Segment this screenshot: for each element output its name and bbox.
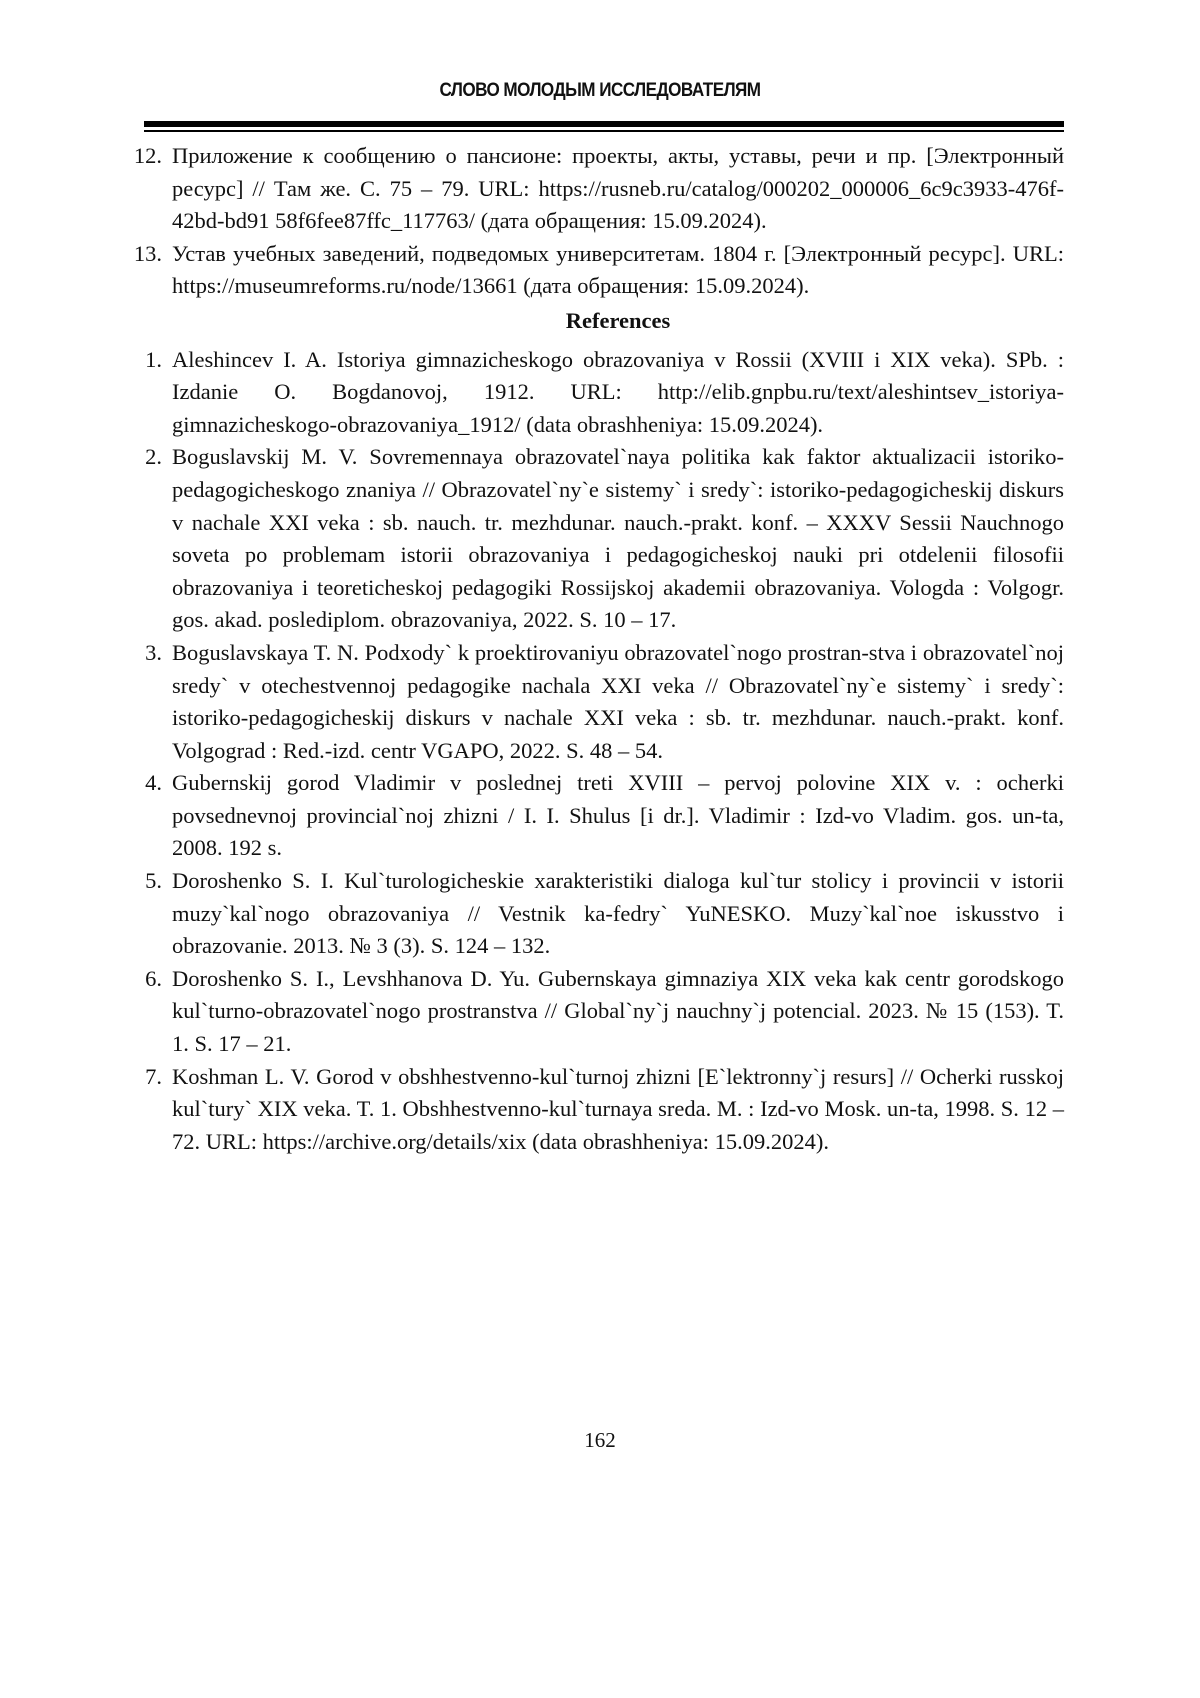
item-number: 12. <box>114 140 172 238</box>
item-text: Koshman L. V. Gorod v obshhestvenno-kul`turnoj zhizni [E`lektronny`j resurs] // Ocherki russkoj kul`tury` XIX veka. T. 1. Obshhestvenno-kul`turnaya sreda. M. : Izd-vo Mosk. un-ta, 1998. S. 12 – 72. URL: https://archive.org/details/xix (data obrashheniya: 15.09.2024). <box>172 1061 1064 1159</box>
reference-item <box>114 344 1064 442</box>
reference-item <box>114 963 1064 1061</box>
item-text: Gubernskij gorod Vladimir v poslednej treti XVIII – pervoj polovine XIX v. : ocherki povsednevnoj provincial`noj zhizni / I. I. Shulus [i dr.]. Vladimir : Izd-vo Vladim. gos. un-ta, 2008. 192 s. <box>172 767 1064 865</box>
item-number: 7. <box>114 1061 172 1159</box>
header-rule-thick <box>144 121 1064 127</box>
item-number: 1. <box>114 344 172 442</box>
reference-item <box>114 865 1064 963</box>
running-header: СЛОВО МОЛОДЫМ ИССЛЕДОВАТЕЛЯМ <box>60 80 1140 102</box>
references-heading: References <box>114 305 1064 338</box>
item-text: Doroshenko S. I., Levshhanova D. Yu. Gubernskaya gimnaziya XIX veka kak centr gorodskogo kul`turno-obrazovatel`nogo prostranstva // Global`ny`j nauchny`j potencial. 2023. № 15 (153). T. 1. S. 17 – 21. <box>172 963 1064 1061</box>
source-item <box>114 140 1064 238</box>
source-item <box>114 238 1064 303</box>
item-number: 5. <box>114 865 172 963</box>
reference-item <box>114 637 1064 767</box>
item-text: Aleshincev I. A. Istoriya gimnazicheskogo obrazovaniya v Rossii (XVIII i XIX veka). SPb. : Izdanie O. Bogdanovoj, 1912. URL: http://elib.gnpbu.ru/text/aleshintsev_istoriya-gimnazicheskogo-obrazovaniya_1912/ (data obrashheniya: 15.09.2024). <box>172 344 1064 442</box>
item-number: 3. <box>114 637 172 767</box>
item-number: 13. <box>114 238 172 303</box>
item-number: 6. <box>114 963 172 1061</box>
reference-item <box>114 441 1064 637</box>
item-number: 4. <box>114 767 172 865</box>
item-text: Устав учебных заведений, подведомых университетам. 1804 г. [Электронный ресурс]. URL: https://museumreforms.ru/node/13661 (дата обращения: 15.09.2024). <box>172 238 1064 303</box>
item-text: Boguslavskaya T. N. Podxody` k proektirovaniyu obrazovatel`nogo prostran-stva i obrazovatel`noj sredy` v otechestvennoj pedagogike nachala XXI veka // Obrazovatel`ny`e sistemy` i sredy`: istoriko-pedagogicheskij diskurs v nachale XXI veka : sb. tr. mezhdunar. nauch.-prakt. konf. Volgograd : Red.-izd. centr VGAPO, 2022. S. 48 – 54. <box>172 637 1064 767</box>
header-rule-thin <box>144 130 1064 132</box>
item-text: Doroshenko S. I. Kul`turologicheskie xarakteristiki dialoga kul`tur stolicy i provincii v istorii muzy`kal`nogo obrazovaniya // Vestnik ka-fedry` YuNESKO. Muzy`kal`noe iskusstvo i obrazovanie. 2013. № 3 (3). S. 124 – 132. <box>172 865 1064 963</box>
reference-item <box>114 767 1064 865</box>
page-number: 162 <box>0 1428 1200 1453</box>
page-content <box>114 140 1064 1158</box>
item-text: Boguslavskij M. V. Sovremennaya obrazovatel`naya politika kak faktor aktualizacii istoriko-pedagogicheskogo znaniya // Obrazovatel`ny`e sistemy` i sredy`: istoriko-pedagogicheskij diskurs v nachale XXI veka : sb. nauch. tr. mezhdunar. nauch.-prakt. konf. – XXXV Sessii Nauchnogo soveta po problemam istorii obrazovaniya i pedagogicheskoj nauki pri otdelenii filosofii obrazovaniya i teoreticheskoj pedagogiki Rossijskoj akademii obrazovaniya. Vologda : Volgogr. gos. akad. poslediplom. obrazovaniya, 2022. S. 10 – 17. <box>172 441 1064 637</box>
item-number: 2. <box>114 441 172 637</box>
item-text: Приложение к сообщению о пансионе: проекты, акты, уставы, речи и пр. [Электронный ресурс] // Там же. С. 75 – 79. URL: https://rusneb.ru/catalog/000202_000006_6c9c3933-476f-42bd-bd91 58f6fee87ffc_117763/ (дата обращения: 15.09.2024). <box>172 140 1064 238</box>
reference-item <box>114 1061 1064 1159</box>
